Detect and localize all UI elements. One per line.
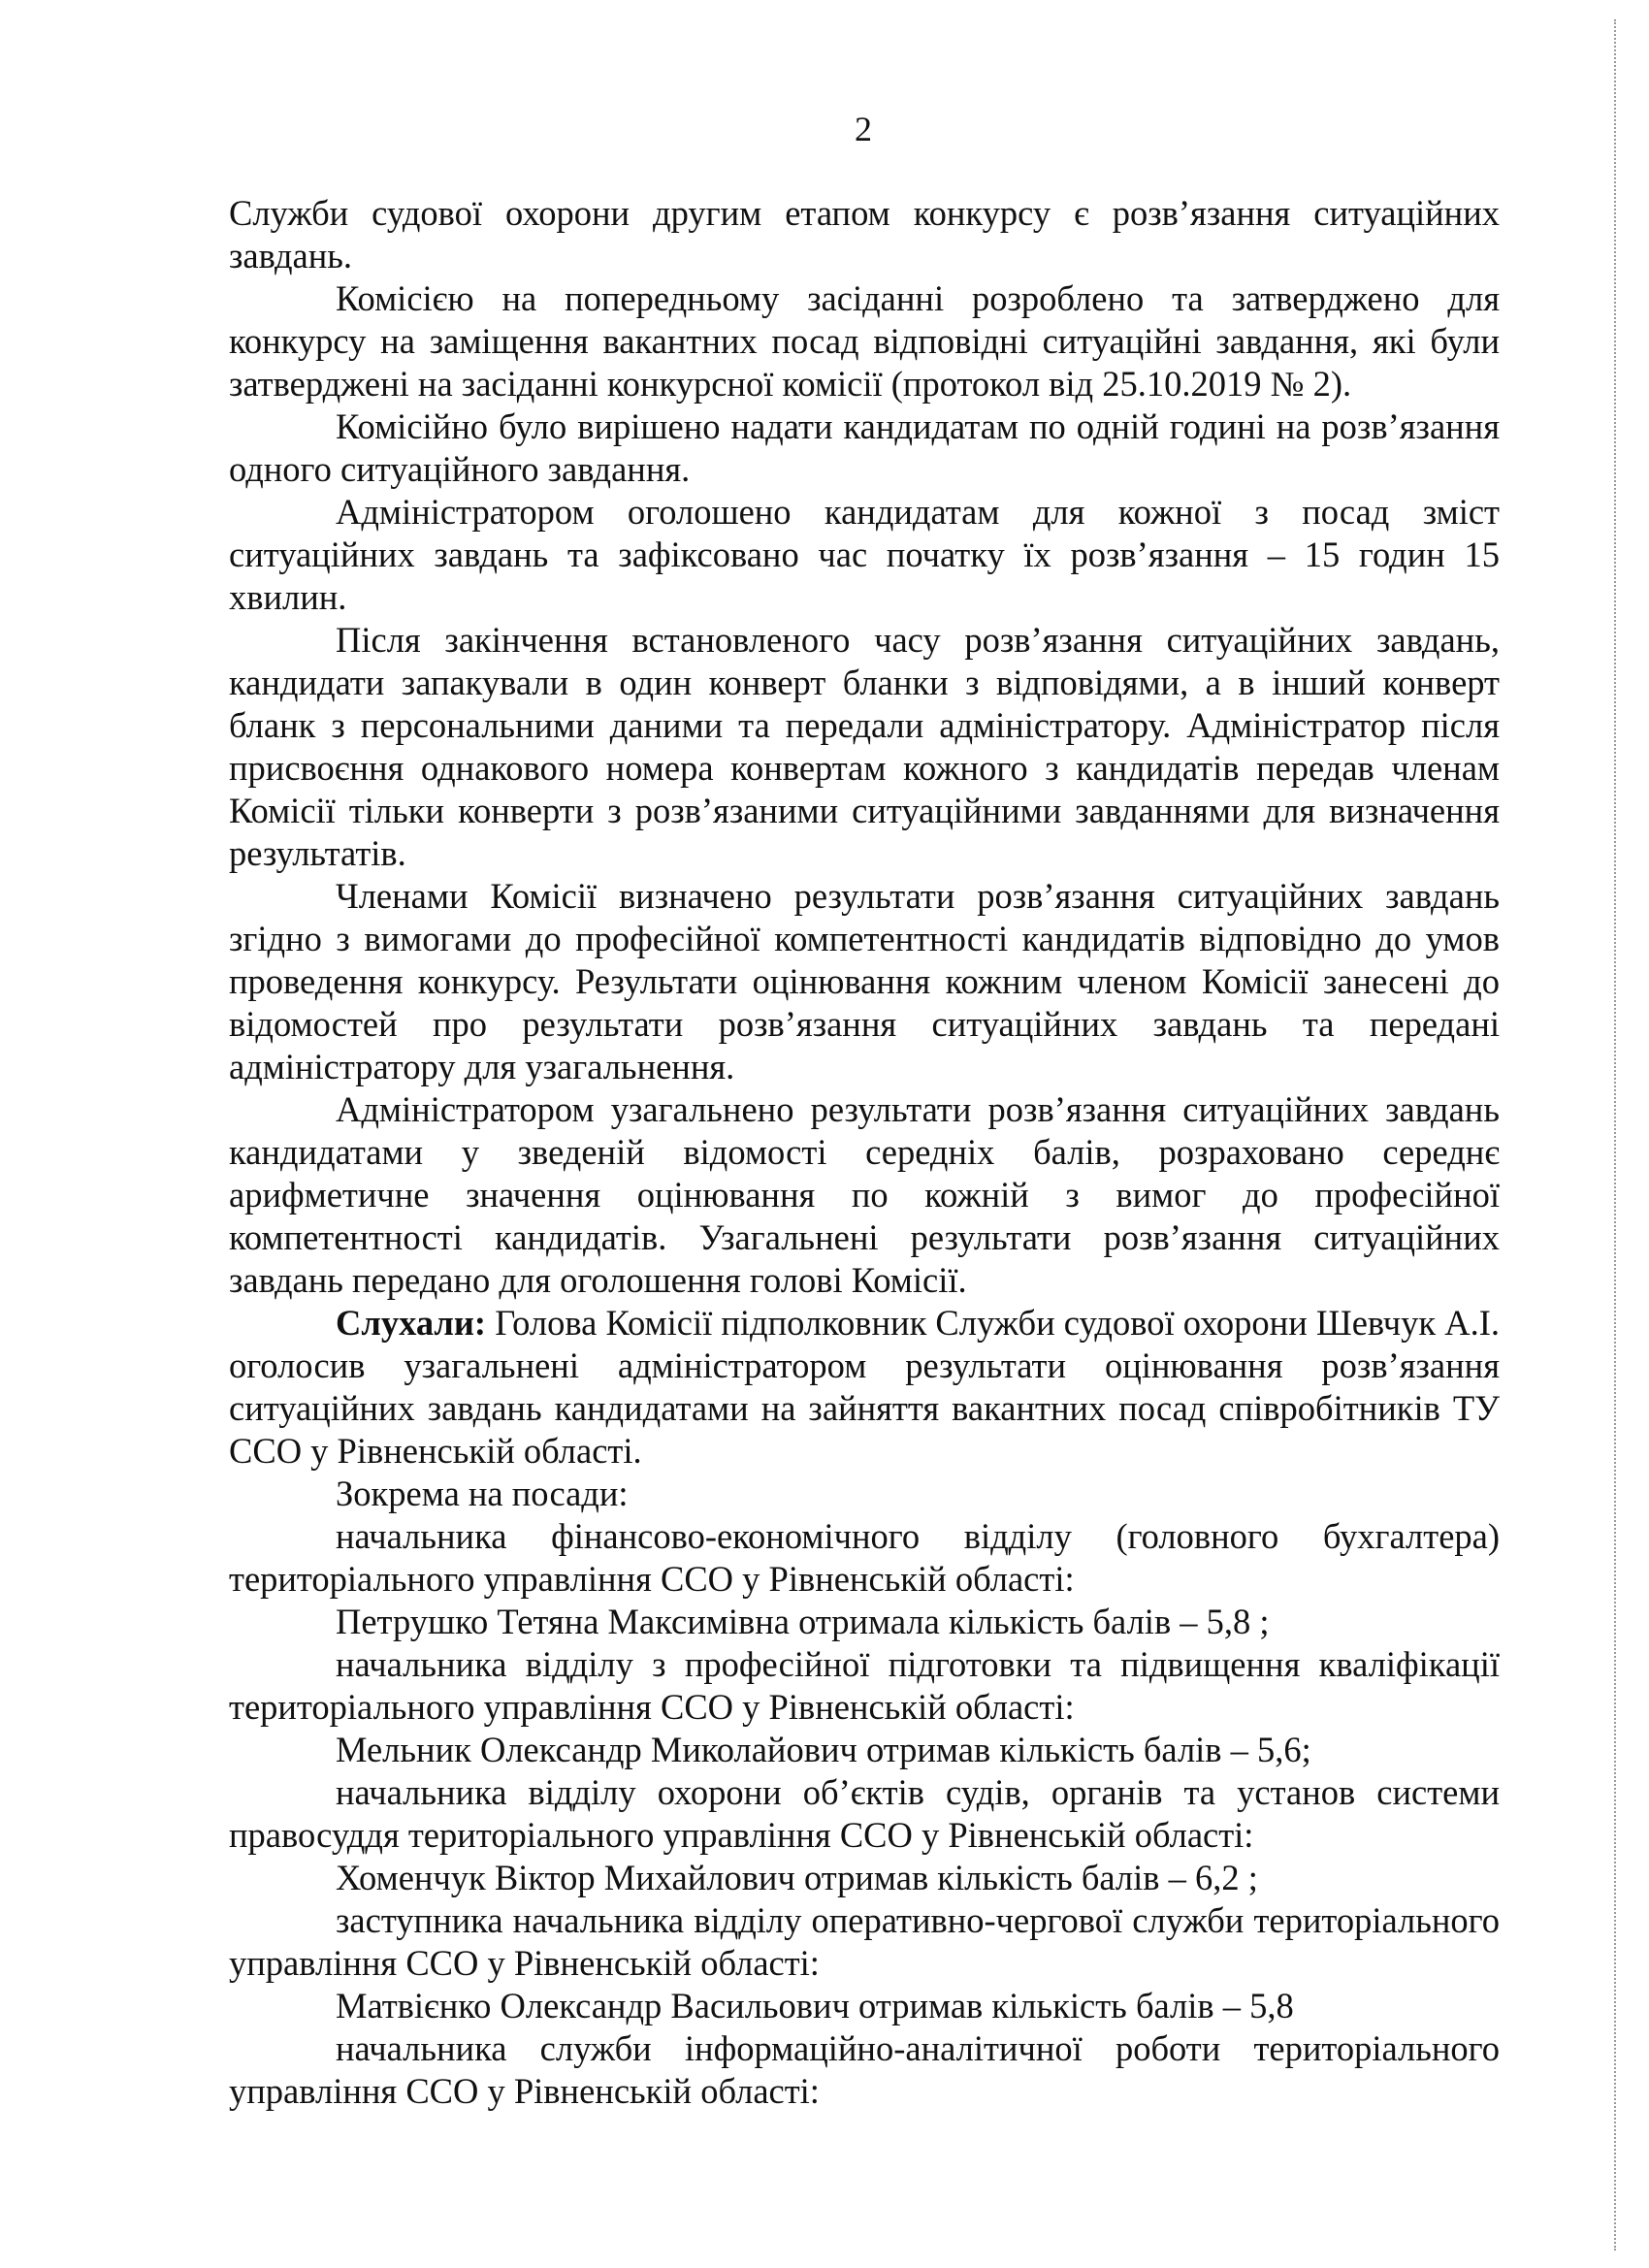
paragraph — [229, 1515, 1500, 1601]
paragraph-bold-lead: Слухали: — [336, 1303, 487, 1343]
paragraph — [229, 491, 1500, 619]
paragraph — [229, 277, 1500, 405]
paragraph-text: Петрушко Тетяна Максимівна отримала кількість балів – 5,8 ; — [336, 1602, 1270, 1641]
paragraph-text: Мельник Олександр Миколайович отримав кількість балів – 5,6; — [336, 1730, 1311, 1769]
paragraph — [229, 619, 1500, 875]
paragraph — [229, 1729, 1500, 1771]
paragraph-text: начальника служби інформаційно-аналітичної роботи територіального управління ССО у Рівненській області: — [229, 2028, 1500, 2111]
paragraph-text: Після закінчення встановленого часу розв’язання ситуаційних завдань, кандидати запакували в один конверт бланки з відповідями, а в інший конверт бланк з персональними даними та передали адміністратору. Адміністратор після присвоєння однакового номера конвертам кожного з кандидатів передав членам Комісії тільки конверти з розв’язаними ситуаційними завданнями для визначення результатів. — [229, 620, 1500, 873]
paragraph-text: Зокрема на посади: — [336, 1474, 629, 1513]
page-number: 2 — [855, 110, 872, 148]
paragraph-text: Адміністратором узагальнено результати розв’язання ситуаційних завдань кандидатами у зведеній відомості середніх балів, розраховано середнє арифметичне значення оцінювання по кожній з вимог до професійної компетентності кандидатів. Узагальнені результати розв’язання ситуаційних завдань передано для оголошення голові Комісії. — [229, 1089, 1500, 1300]
paragraph-text: Служби судової охорони другим етапом конкурсу є розв’язання ситуаційних завдань. — [229, 193, 1500, 275]
paragraph — [229, 875, 1500, 1088]
paragraph-text: Голова Комісії підполковник Служби судової охорони Шевчук А.І. оголосив узагальнені адміністратором результати оцінювання розв’язання ситуаційних завдань кандидатами на зайняття вакантних посад співробітників ТУ ССО у Рівненській області. — [229, 1303, 1500, 1471]
paragraph-text: Матвієнко Олександр Васильович отримав кількість балів – 5,8 — [336, 1986, 1294, 2025]
paragraph — [229, 1771, 1500, 1857]
paragraph — [229, 1302, 1500, 1473]
document-body — [229, 192, 1500, 2113]
paragraph — [229, 1088, 1500, 1302]
paragraph — [229, 1899, 1500, 1985]
paragraph-text: Членами Комісії визначено результати розв’язання ситуаційних завдань згідно з вимогами до професійної компетентності кандидатів відповідно до умов проведення конкурсу. Результати оцінювання кожним членом Комісії занесені до відомостей про результати розв’язання ситуаційних завдань та передані адміністратору для узагальнення. — [229, 876, 1500, 1086]
paragraph — [229, 1643, 1500, 1729]
paragraph-text: начальника відділу охорони об’єктів судів, органів та установ системи правосуддя територіального управління ССО у Рівненській області: — [229, 1772, 1500, 1855]
paragraph — [229, 2027, 1500, 2113]
paragraph — [229, 1601, 1500, 1643]
paragraph-text: начальника відділу з професійної підготовки та підвищення кваліфікації територіального управління ССО у Рівненській області: — [229, 1644, 1500, 1727]
paragraph — [229, 1985, 1500, 2027]
paragraph — [229, 192, 1500, 277]
paragraph-text: Адміністратором оголошено кандидатам для кожної з посад зміст ситуаційних завдань та зафіксовано час початку їх розв’язання – 15 годин 15 хвилин. — [229, 492, 1500, 617]
paragraph-text: Комісійно було вирішено надати кандидатам по одній годині на розв’язання одного ситуаційного завдання. — [229, 406, 1500, 489]
paragraph-text: заступника начальника відділу оперативно-чергової служби територіального управління ССО у Рівненській області: — [229, 1900, 1500, 1983]
scan-edge-line — [1614, 19, 1616, 2251]
paragraph-text: Комісією на попередньому засіданні розроблено та затверджено для конкурсу на заміщення вакантних посад відповідні ситуаційні завдання, які були затверджені на засіданні конкурсної комісії (протокол від 25.10.2019 № 2). — [229, 278, 1500, 404]
paragraph-text: начальника фінансово-економічного відділу (головного бухгалтера) територіального управління ССО у Рівненській області: — [229, 1516, 1500, 1599]
paragraph — [229, 1857, 1500, 1899]
paragraph — [229, 405, 1500, 491]
paragraph-text: Хоменчук Віктор Михайлович отримав кількість балів – 6,2 ; — [336, 1858, 1258, 1897]
paragraph — [229, 1473, 1500, 1515]
